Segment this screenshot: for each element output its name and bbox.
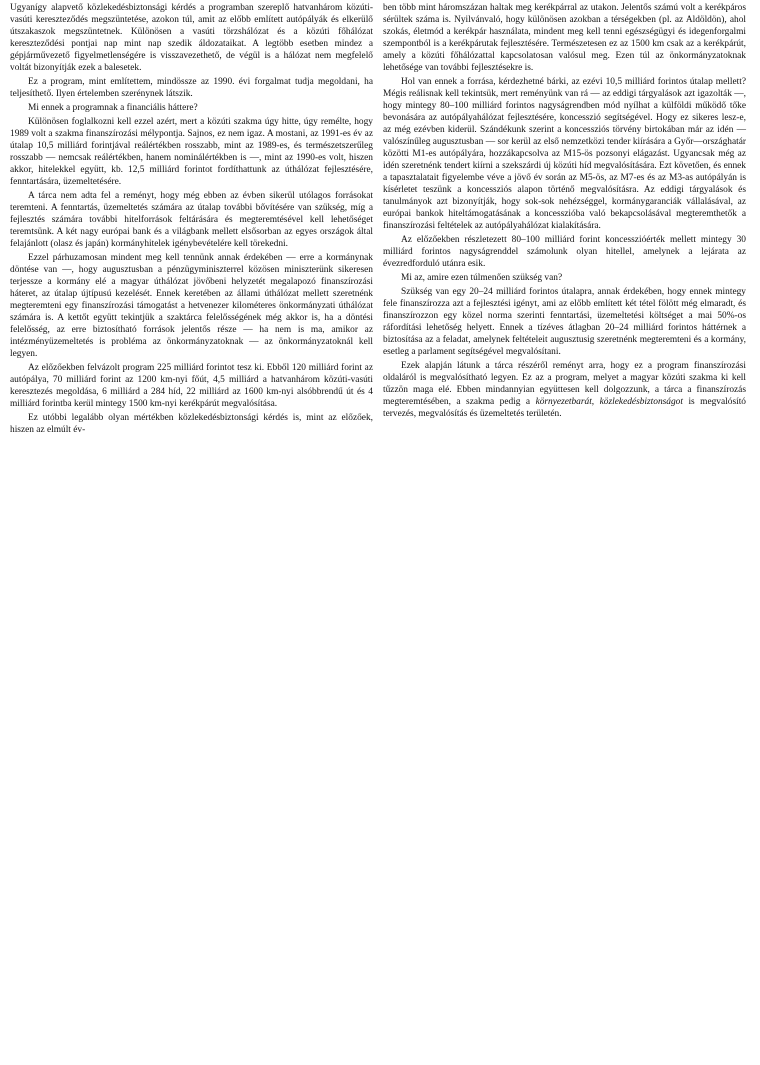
italic-text: közlekedésbiztonságot <box>599 397 683 407</box>
italic-text: környezetbarát, <box>535 397 595 407</box>
paragraph: Ez a program, mint említettem, mindössze az 1990. évi forgalmat tudja megoldani, ha teljesíthető. Ilyen értelemben szerénynek látszik. <box>10 77 373 99</box>
paragraph: Szükség van egy 20–24 milliárd forintos útalapra, annak érdekében, hogy ennek mintegy fele finanszírozza azt a fejlesztési igényt, ami az előbb említett két tétel fölött még elmaradt, és finanszírozzon egy közel norma szerinti fenntartási, üzemeltetési költséget a mai 50%-os ráfordítási lehetőség helyett. Ennek a tízéves átlagban 20–24 milliárd forintos háttérnek a biztosítása az a feladat, amelynek feltételeit augusztusig szeretnénk megteremteni és a kormány, esetleg a parlament segítségével megvalósítani. <box>383 287 746 357</box>
paragraph: Az előzőekben részletezett 80–100 milliárd forint koncesszióérték mellett mintegy 30 milliárd forintos nagyságrenddel számolunk olyan hitellel, amelynek a lejárata az évezredforduló utánra esik. <box>383 235 746 269</box>
text-run: Ezek alapján látunk a tárca részéről reményt arra, hogy ez a program finanszírozási oldaláról is megvalósítható legyen. Ez az a program, melyet a magyar közúti szakma ki kell tűzzön maga elé. Ebben mindannyian együttesen kell dolgozzunk, a tárca a finanszírozás megteremtésében, a szakma pedig a <box>383 361 746 407</box>
paragraph: ben több mint háromszázan haltak meg kerékpárral az utakon. Jelentős számú volt a kerékpáros sérültek száma is. Nyilvánvaló, hogy különösen azokban a térségekben (pl. az Aldöldön), ahol szokás, életmód a kerékpár használata, mindent meg kell tenni egészségügyi és idegenforgalmi szempontból is a kerékpárutak fejlesztésére. Természetesen ez az 1500 km csak az a kerékpárút, amely a közúti főhálózattal kapcsolatosan valósul meg. Ezen túl az önkormányzatoknak lehetősége van további fejlesztésekre is. <box>383 3 746 73</box>
paragraph: A tárca nem adta fel a reményt, hogy még ebben az évben sikerül utólagos forrásokat teremteni. A fenntartás, üzemeltetés számára az útalap további bővítésére van szükség, míg a fejlesztés számára további hitelforrások feltárására és megteremtésével kell lehetőséget teremtsünk. A két nagy európai bank és a világbank mellett elsősorban az egyes országok által felajánlott (olasz és japán) kormányhitelek igénybevételére kell törekedni. <box>10 191 373 249</box>
paragraph: Ugyanígy alapvető közlekedésbiztonsági kérdés a programban szereplő hatvanhárom közúti-vasúti kereszteződés megszüntetése, azokon túl, amit az előbb említett autópályák és elkerülő útszakaszok megszüntetnek. Különösen a vasúti törzshálózat és a közúti főhálózat kereszteződési pontjai nap mint nap szedik áldozataikat. A legtöbb esetben mindez a gépjárművezető figyelmetlenségére is visszavezethető, de végül is a hálózat nem megfelelő voltát bizonyítják ezek a balesetek. <box>10 3 373 73</box>
paragraph: Ezzel párhuzamosan mindent meg kell tennünk annak érdekében — erre a kormánynak döntése van —, hogy augusztusban a pénzügyminiszterrel közösen miniszterünk sikeresen terjessze a kormány elé a magyar úthálózat jövőbeni helyzetét megalapozó finanszírozási háteret, az útalap újtípusú kezelését. Ennek keretében az állami úthálózat mellett szeretnénk megteremteni egy finanszírozási támogatást a hetvenezer kilométeres önkormányzati úthálózat számára is. A kettőt együtt tekintjük a szaktárca felelősségének még akkor is, ha a döntési felelősség, az erre biztosítható források jelentős része — ha nem is ma, amikor az intézményüzemeltetés is probléma az önkormányzatoknak — az önkormányzatoknál kell legyen. <box>10 253 373 359</box>
paragraph: Hol van ennek a forrása, kérdezhetné bárki, az ezévi 10,5 milliárd forintos útalap mellett? Mégis reálisnak kell tekintsük, mert reményünk van rá — az eddigi tárgyalások azt igazolták —, hogy mintegy 80–100 milliárd forintos nagyságrendben mód nyílhat a külföldi működő tőke bevonására az autópályahálózat fejlesztésére, koncesszió segítségével. Hogy ez sikeres lesz-e, az még ezévben kiderül. Szándékunk szerint a koncessziós törvény birtokában már az idén — valószínűleg augusztusban — sor kerül az első nemzetközi tender kiírására a Győr—országhatár közötti M1-es autópályára, hozzákapcsolva az M15-ös pozsonyi elágazást. Ugyancsak még az idén szeretnénk tendert kiírni a szekszárdi új közúti híd megvalósítására. Ezt követően, és ennek a tapasztalatait figyelembe véve a jövő év során az M5-ös, az M7-es és az M3-as autópályán is kísérletet teszünk a koncessziós alapon történő megvalósításra. Az eddigi tárgyalások és tanulmányok azt bizonyítják, hogy sok-sok nehézséggel, kormánygaranciák vállalásával, az európai bankok hiteltámogatásának a koncesszióba való bekapcsolásával megteremthetők a finanszírozási feltételek az autópályahálózat kialakítására. <box>383 77 746 231</box>
right-column <box>383 2 746 1065</box>
paragraph: Ez utóbbi legalább olyan mértékben közlekedésbiztonsági kérdés is, mint az előzőek, hiszen az elmúlt év- <box>10 413 373 435</box>
final-paragraph <box>383 360 746 420</box>
left-column <box>10 2 373 1065</box>
paragraph: Az előzőekben felvázolt program 225 milliárd forintot tesz ki. Ebből 120 milliárd forint az autópálya, 70 milliárd forint az 1200 km-nyi főút, 4,5 milliárd a hatvanhárom közúti-vasúti keresztezés megoldása, 6 milliárd a 284 híd, 22 milliárd az 1600 km-nyi alsóbbrendű út és 4 milliárd forintba kerül mintegy 1500 km-nyi kerékpárút megvalósítása. <box>10 363 373 409</box>
paragraph: Mi az, amire ezen túlmenően szükség van? <box>401 273 563 283</box>
text-run: is megvalósító tervezés, megvalósítás és üzemeltetés területén. <box>383 397 746 419</box>
paragraph: Mi ennek a programnak a financiális háttere? <box>28 103 198 113</box>
paragraph: Különösen foglalkozni kell ezzel azért, mert a közúti szakma úgy hitte, úgy remélte, hogy 1989 volt a szakma finanszírozási mélypontja. Sajnos, ez nem igaz. A mostani, az 1991-es év az útalap 10,5 milliárd forintjával reálértékben rosszabb, mint az 1989-es, és természetszerűleg rosszabb — nemcsak reálértékben, hanem nominálértékben is —, mint az 1990-es volt, hiszen akkor, hitelekkel együtt, kb. 12,5 milliárd forintot fordíthattunk az úthálózat fejlesztésére, fenntartására, üzemeltetésére. <box>10 117 373 187</box>
